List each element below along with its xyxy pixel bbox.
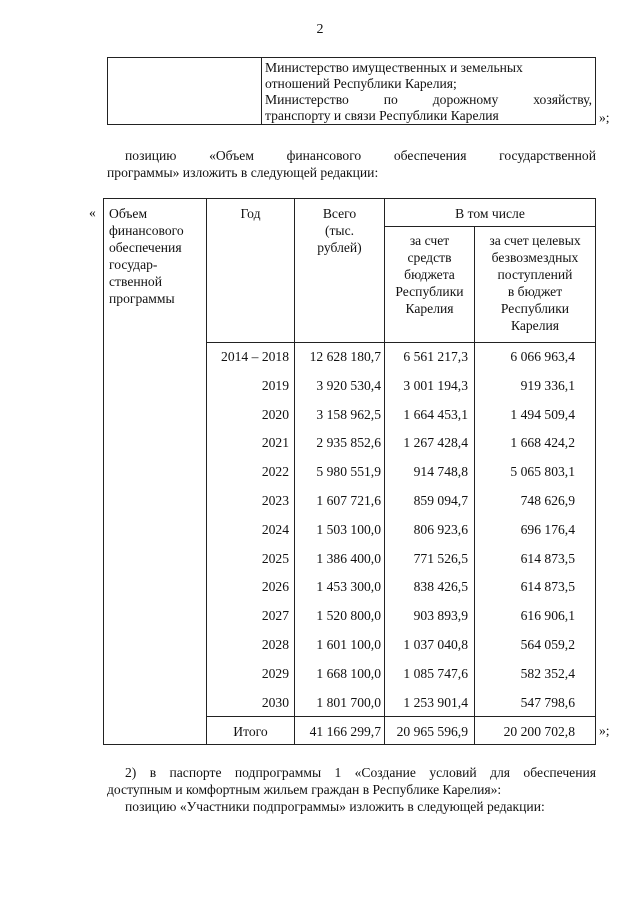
budget-cell: 1 267 428,4 xyxy=(403,435,468,450)
year-cell: 2019 xyxy=(261,378,289,393)
year-cell: 2027 xyxy=(261,608,289,623)
total-cell: 2 935 852,6 xyxy=(316,435,381,450)
header-line: (тыс. xyxy=(324,223,355,238)
targeted-cell: 614 873,5 xyxy=(520,579,575,594)
header-including: В том числе xyxy=(455,206,525,221)
header-line: безвозмездных xyxy=(491,250,579,265)
year-cell: 2021 xyxy=(261,435,289,450)
targeted-cell: 1 494 509,4 xyxy=(510,407,575,422)
header-line: средств xyxy=(407,250,452,265)
opening-quote: « xyxy=(89,205,96,220)
paragraph-line: доступным и комфортным жильем граждан в Республике Карелия»: xyxy=(107,782,502,797)
totals-budget: 20 965 596,9 xyxy=(396,724,468,739)
header-line: бюджета xyxy=(404,267,455,282)
participant-line: Министерство по дорожному хозяйству, xyxy=(265,92,592,107)
page-number: 2 xyxy=(316,22,324,37)
budget-cell: 3 001 194,3 xyxy=(403,378,468,393)
header-line: обеспечения xyxy=(109,240,182,255)
year-cell: 2025 xyxy=(261,551,289,566)
header-total xyxy=(295,205,384,256)
targeted-cell: 1 668 424,2 xyxy=(510,435,575,450)
table-row-divider xyxy=(206,716,595,717)
financing-table xyxy=(103,198,596,745)
budget-cell: 903 893,9 xyxy=(413,608,468,623)
total-cell: 5 980 551,9 xyxy=(316,464,381,479)
budget-cell: 771 526,5 xyxy=(413,551,468,566)
total-cell: 1 520 800,0 xyxy=(316,608,381,623)
header-budget xyxy=(385,232,474,317)
header-year: Год xyxy=(240,206,261,221)
targeted-cell: 919 336,1 xyxy=(520,378,575,393)
header-line: ственной xyxy=(109,274,162,289)
header-line: Всего xyxy=(322,206,357,221)
budget-cell: 838 426,5 xyxy=(413,579,468,594)
total-cell: 3 158 962,5 xyxy=(316,407,381,422)
targeted-cell: 5 065 803,1 xyxy=(510,464,575,479)
total-cell: 1 453 300,0 xyxy=(316,579,381,594)
total-cell: 1 503 100,0 xyxy=(316,522,381,537)
participants-table xyxy=(107,57,596,125)
paragraph-line: позицию «Участники подпрограммы» изложить в следующей редакции: xyxy=(125,799,545,814)
budget-cell: 806 923,6 xyxy=(413,522,468,537)
budget-cell: 6 561 217,3 xyxy=(403,349,468,364)
subprogram-paragraph xyxy=(107,764,596,815)
table-row-divider xyxy=(384,226,595,227)
header-line: за счет xyxy=(409,233,450,248)
targeted-cell: 614 873,5 xyxy=(520,551,575,566)
targeted-cell: 547 798,6 xyxy=(520,695,575,710)
year-cell: 2022 xyxy=(261,464,289,479)
year-cell: 2026 xyxy=(261,579,289,594)
header-targeted xyxy=(475,232,595,334)
paragraph-line: 2) в паспорте подпрограммы 1 «Создание условий для обеспечения xyxy=(125,765,596,780)
total-cell: 1 668 100,0 xyxy=(316,666,381,681)
participant-line: транспорту и связи Республики Карелия xyxy=(265,108,499,123)
header-line: финансового xyxy=(109,223,184,238)
closing-quote: »; xyxy=(599,723,610,738)
year-cell: 2023 xyxy=(261,493,289,508)
total-cell: 1 607 721,6 xyxy=(316,493,381,508)
totals-total: 41 166 299,7 xyxy=(309,724,381,739)
year-cell: 2030 xyxy=(261,695,289,710)
paragraph-line: позицию «Объем финансового обеспечения государственной xyxy=(125,148,596,163)
budget-cell: 1 037 040,8 xyxy=(403,637,468,652)
budget-cell: 1 085 747,6 xyxy=(403,666,468,681)
year-cell: 2014 – 2018 xyxy=(221,349,289,364)
participants-cell xyxy=(265,60,592,124)
header-line: Объем xyxy=(109,206,148,221)
header-line: государ- xyxy=(109,257,158,272)
total-cell: 1 386 400,0 xyxy=(316,551,381,566)
header-line: Республики xyxy=(395,284,464,299)
participant-line: отношений Республики Карелия; xyxy=(265,76,457,91)
participant-line: Министерство имущественных и земельных xyxy=(265,60,523,75)
totals-label: Итого xyxy=(233,724,268,739)
year-cell: 2029 xyxy=(261,666,289,681)
paragraph-line: программы» изложить в следующей редакции: xyxy=(107,165,379,180)
budget-cell: 914 748,8 xyxy=(413,464,468,479)
targeted-cell: 696 176,4 xyxy=(520,522,575,537)
targeted-cell: 564 059,2 xyxy=(520,637,575,652)
total-cell: 3 920 530,4 xyxy=(316,378,381,393)
targeted-cell: 582 352,4 xyxy=(520,666,575,681)
header-parameter xyxy=(109,205,204,307)
header-line: Карелия xyxy=(405,301,454,316)
budget-cell: 859 094,7 xyxy=(413,493,468,508)
total-cell: 1 801 700,0 xyxy=(316,695,381,710)
instruction-paragraph xyxy=(107,147,596,181)
targeted-cell: 616 906,1 xyxy=(520,608,575,623)
header-line: в бюджет xyxy=(507,284,563,299)
header-line: Республики xyxy=(500,301,570,316)
header-line: рублей) xyxy=(317,240,362,255)
header-line: программы xyxy=(109,291,175,306)
year-cell: 2024 xyxy=(261,522,289,537)
targeted-cell: 6 066 963,4 xyxy=(510,349,575,364)
year-cell: 2028 xyxy=(261,637,289,652)
budget-cell: 1 664 453,1 xyxy=(403,407,468,422)
header-line: за счет целевых xyxy=(489,233,581,248)
total-cell: 1 601 100,0 xyxy=(316,637,381,652)
targeted-cell: 748 626,9 xyxy=(520,493,575,508)
table-column-divider xyxy=(261,58,262,124)
table-row-divider xyxy=(206,342,595,343)
budget-cell: 1 253 901,4 xyxy=(403,695,468,710)
year-cell: 2020 xyxy=(261,407,289,422)
header-line: поступлений xyxy=(497,267,573,282)
header-line: Карелия xyxy=(510,318,560,333)
closing-quote: »; xyxy=(599,110,610,125)
total-cell: 12 628 180,7 xyxy=(309,349,381,364)
totals-targeted: 20 200 702,8 xyxy=(503,724,575,739)
